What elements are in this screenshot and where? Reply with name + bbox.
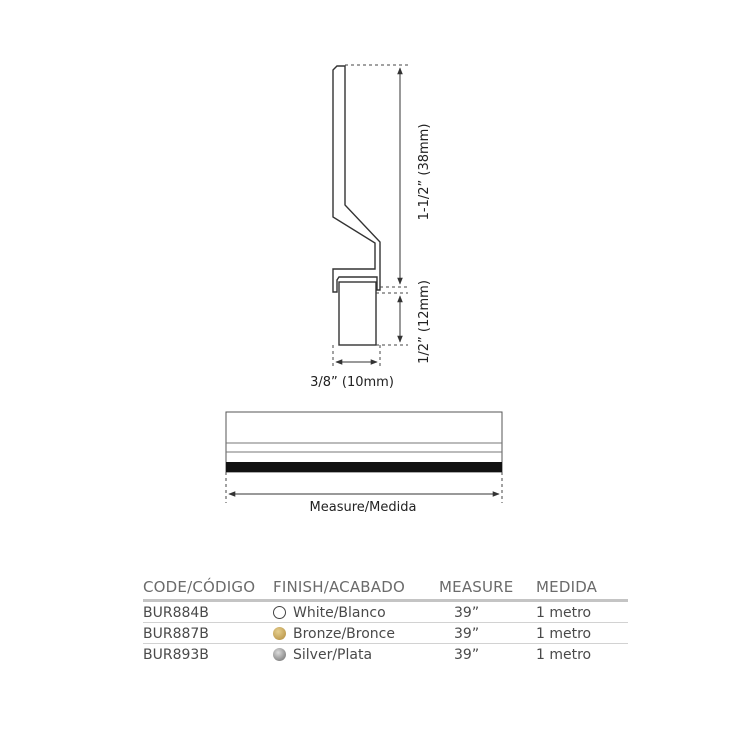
cell-finish <box>273 623 439 644</box>
table-row <box>143 644 628 665</box>
strip-seal <box>226 462 502 472</box>
strip-side-view <box>226 412 502 472</box>
lower-height-dimension <box>376 280 432 364</box>
width-label: 3/8” (10mm) <box>310 375 394 390</box>
header-code: CODE/CÓDIGO <box>143 578 273 601</box>
cell-measure: 39” <box>439 601 536 623</box>
profile-channel <box>339 282 376 345</box>
cell-medida: 1 metro <box>536 623 628 644</box>
lower-height-label: 1/2” (12mm) <box>417 280 432 364</box>
header-measure: MEASURE <box>439 578 536 601</box>
height-dimension <box>345 65 432 287</box>
width-dimension <box>310 345 394 390</box>
cell-medida: 1 metro <box>536 601 628 623</box>
measure-dimension <box>226 472 502 515</box>
cell-measure: 39” <box>454 646 480 663</box>
profile-cross-section <box>333 66 380 345</box>
bronze-swatch-icon <box>273 627 286 640</box>
table-row <box>143 601 628 623</box>
header-medida: MEDIDA <box>536 578 628 601</box>
table-header-row <box>143 578 628 601</box>
finish-label: White/Blanco <box>293 604 386 621</box>
white-swatch-icon <box>273 606 286 619</box>
finish-label: Bronze/Bronce <box>293 625 395 642</box>
cell-code: BUR893B <box>143 646 209 663</box>
height-label: 1-1/2” (38mm) <box>417 123 432 221</box>
cell-finish <box>273 601 439 623</box>
cell-measure: 39” <box>439 623 536 644</box>
cell-code: BUR884B <box>143 601 273 623</box>
table-row <box>143 623 628 644</box>
product-table <box>143 578 628 664</box>
cell-code: BUR887B <box>143 623 273 644</box>
silver-swatch-icon <box>273 648 286 661</box>
header-finish: FINISH/ACABADO <box>273 578 439 601</box>
cell-finish <box>273 644 439 665</box>
measure-label: Measure/Medida <box>309 500 417 515</box>
profile-outline <box>333 66 380 292</box>
finish-label: Silver/Plata <box>293 646 373 663</box>
cell-medida: 1 metro <box>536 646 592 663</box>
